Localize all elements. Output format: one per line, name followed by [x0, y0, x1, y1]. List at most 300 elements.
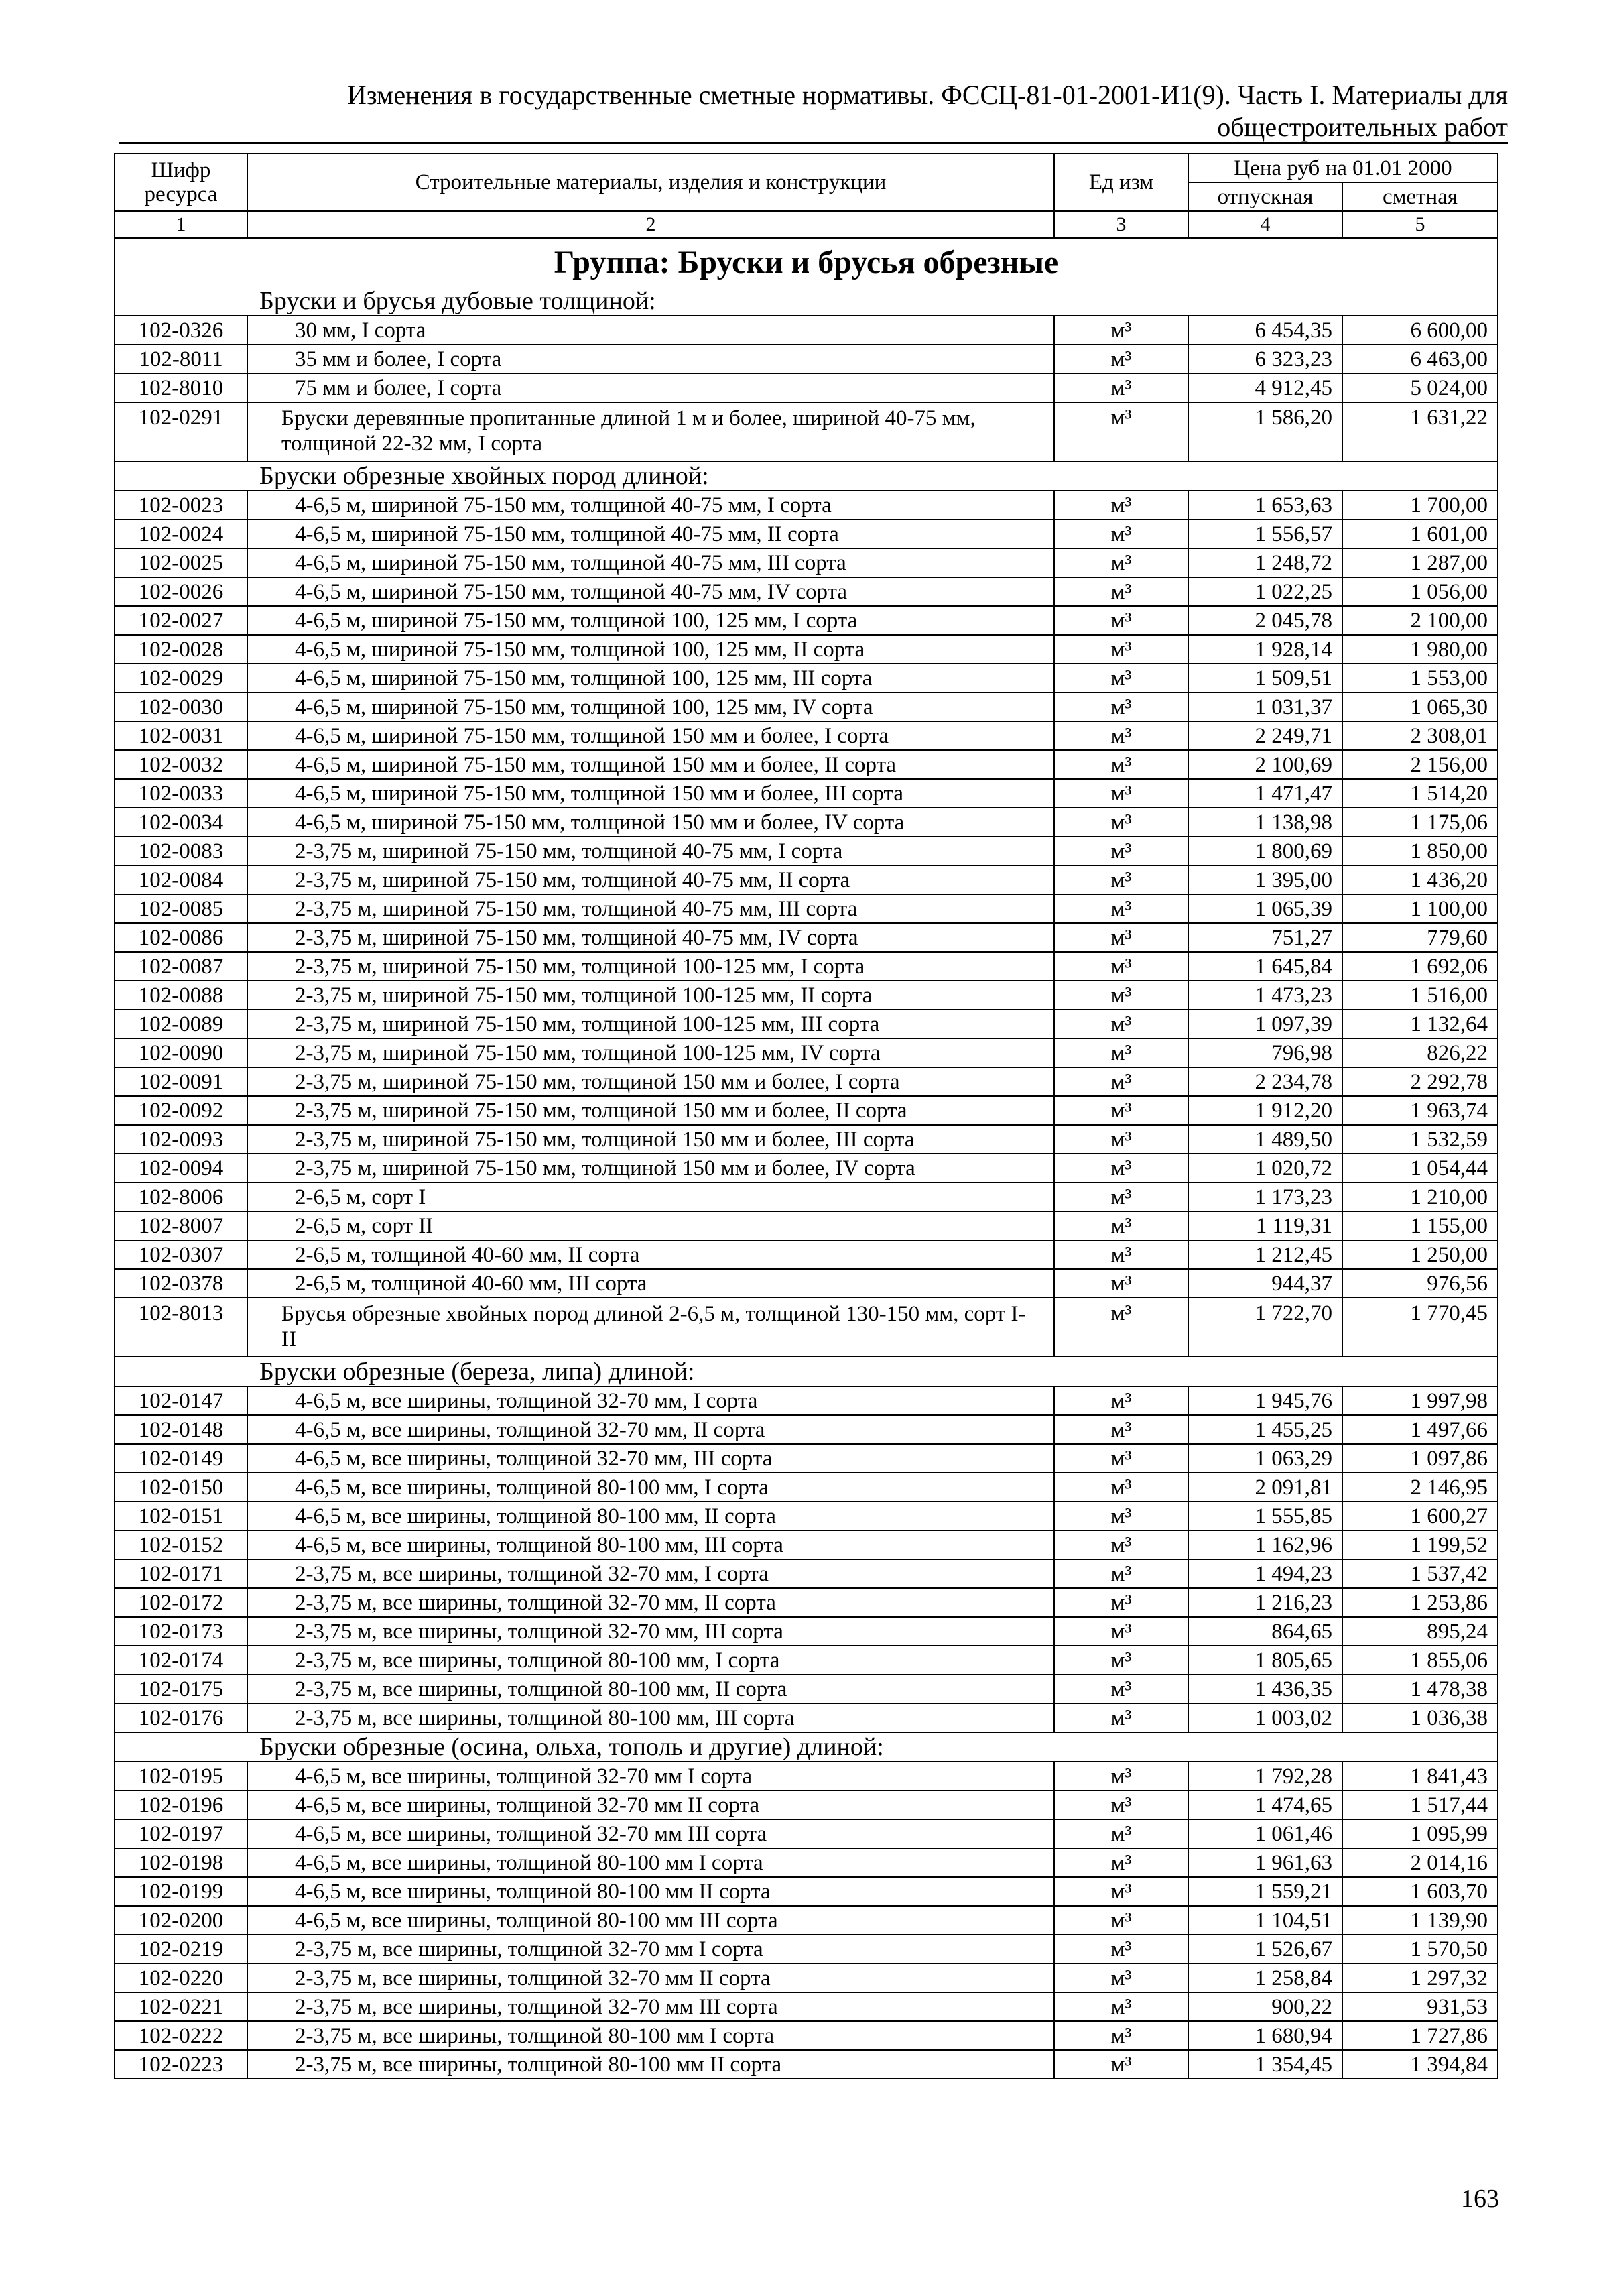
table-row	[115, 577, 1498, 606]
resource-code: 102-0198	[115, 1848, 247, 1877]
release-price: 1 912,20	[1188, 1096, 1342, 1125]
table-row	[115, 981, 1498, 1010]
table-row	[115, 1415, 1498, 1444]
resource-code: 102-0222	[115, 2021, 247, 2050]
estimate-price: 1 054,44	[1342, 1154, 1498, 1183]
header-rule	[119, 142, 1508, 144]
estimate-price: 826,22	[1342, 1038, 1498, 1067]
release-price: 1 395,00	[1188, 865, 1342, 894]
material-name: 2-3,75 м, все ширины, толщиной 80-100 мм, III сорта	[247, 1703, 1054, 1732]
table-row	[115, 692, 1498, 721]
material-name: 2-3,75 м, шириной 75-150 мм, толщиной 100-125 мм, II сорта	[247, 981, 1054, 1010]
release-price: 944,37	[1188, 1269, 1342, 1298]
release-price: 1 800,69	[1188, 837, 1342, 865]
release-price: 1 212,45	[1188, 1240, 1342, 1269]
release-price: 1 248,72	[1188, 548, 1342, 577]
header-release-price: отпускная	[1188, 182, 1342, 211]
release-price: 1 258,84	[1188, 1963, 1342, 1992]
resource-code: 102-0195	[115, 1762, 247, 1791]
material-name: 4-6,5 м, все ширины, толщиной 32-70 мм, III сорта	[247, 1444, 1054, 1473]
unit: м³	[1054, 1848, 1188, 1877]
resource-code: 102-0223	[115, 2050, 247, 2079]
estimate-price: 1 095,99	[1342, 1819, 1498, 1848]
resource-code: 102-0200	[115, 1906, 247, 1935]
material-name: 2-3,75 м, шириной 75-150 мм, толщиной 40-75 мм, III сорта	[247, 894, 1054, 923]
estimate-price: 1 692,06	[1342, 952, 1498, 981]
material-name: 4-6,5 м, шириной 75-150 мм, толщиной 100, 125 мм, III сорта	[247, 664, 1054, 692]
unit: м³	[1054, 1963, 1188, 1992]
section-title-row	[115, 461, 1498, 491]
unit: м³	[1054, 1154, 1188, 1183]
unit: м³	[1054, 1386, 1188, 1415]
release-price: 2 100,69	[1188, 750, 1342, 779]
material-name: 4-6,5 м, шириной 75-150 мм, толщиной 40-75 мм, II сорта	[247, 520, 1054, 548]
estimate-price: 1 097,86	[1342, 1444, 1498, 1473]
table-row	[115, 837, 1498, 865]
resource-code: 102-0034	[115, 808, 247, 837]
table-row	[115, 894, 1498, 923]
column-number: 5	[1342, 211, 1498, 238]
release-price: 1 119,31	[1188, 1211, 1342, 1240]
release-price: 900,22	[1188, 1992, 1342, 2021]
material-name: 2-6,5 м, толщиной 40-60 мм, III сорта	[247, 1269, 1054, 1298]
estimate-price: 1 155,00	[1342, 1211, 1498, 1240]
material-name: 2-3,75 м, все ширины, толщиной 32-70 мм, III сорта	[247, 1617, 1054, 1646]
material-name: 2-3,75 м, все ширины, толщиной 80-100 мм I сорта	[247, 2021, 1054, 2050]
estimate-price: 976,56	[1342, 1269, 1498, 1298]
release-price: 1 556,57	[1188, 520, 1342, 548]
page-number: 163	[1461, 2185, 1499, 2213]
estimate-price: 1 100,00	[1342, 894, 1498, 923]
release-price: 1 003,02	[1188, 1703, 1342, 1732]
table-row	[115, 1240, 1498, 1269]
section-title-row	[115, 1732, 1498, 1762]
release-price: 2 045,78	[1188, 606, 1342, 635]
estimate-price: 1 199,52	[1342, 1530, 1498, 1559]
header-code: Шифр ресурса	[115, 154, 247, 211]
release-price: 1 354,45	[1188, 2050, 1342, 2079]
unit: м³	[1054, 952, 1188, 981]
resource-code: 102-0326	[115, 316, 247, 345]
estimate-price: 1 497,66	[1342, 1415, 1498, 1444]
estimate-price: 1 700,00	[1342, 491, 1498, 520]
unit: м³	[1054, 1473, 1188, 1502]
resource-code: 102-0085	[115, 894, 247, 923]
material-name: 2-3,75 м, шириной 75-150 мм, толщиной 150 мм и более, IV сорта	[247, 1154, 1054, 1183]
section-title: Бруски обрезные (осина, ольха, тополь и другие) длиной:	[115, 1732, 1498, 1762]
estimate-price: 1 600,27	[1342, 1502, 1498, 1530]
page-header	[114, 79, 1508, 143]
release-price: 1 436,35	[1188, 1675, 1342, 1703]
page-header-line-1: Изменения в государственные сметные нормативы. ФССЦ-81-01-2001-И1(9). Часть I. Материалы для	[346, 80, 1508, 110]
estimate-price: 6 600,00	[1342, 316, 1498, 345]
table-row	[115, 664, 1498, 692]
material-name: Бруски деревянные пропитанные длиной 1 м и более, шириной 40-75 мм, толщиной 22-32 мм, I сорта	[247, 402, 1054, 461]
resource-code: 102-0093	[115, 1125, 247, 1154]
resource-code: 102-0027	[115, 606, 247, 635]
section-title-row	[115, 1357, 1498, 1386]
release-price: 6 323,23	[1188, 345, 1342, 373]
unit: м³	[1054, 1819, 1188, 1848]
table-row	[115, 1992, 1498, 2021]
table-row	[115, 1473, 1498, 1502]
unit: м³	[1054, 1444, 1188, 1473]
material-name: 4-6,5 м, все ширины, толщиной 80-100 мм I сорта	[247, 1848, 1054, 1877]
table-row	[115, 1386, 1498, 1415]
unit: м³	[1054, 345, 1188, 373]
material-name: 2-3,75 м, шириной 75-150 мм, толщиной 40-75 мм, II сорта	[247, 865, 1054, 894]
table-row	[115, 1096, 1498, 1125]
estimate-price: 1 963,74	[1342, 1096, 1498, 1125]
release-price: 1 020,72	[1188, 1154, 1342, 1183]
material-name: 4-6,5 м, шириной 75-150 мм, толщиной 150 мм и более, II сорта	[247, 750, 1054, 779]
unit: м³	[1054, 577, 1188, 606]
unit: м³	[1054, 2050, 1188, 2079]
estimate-price: 5 024,00	[1342, 373, 1498, 402]
material-name: 4-6,5 м, шириной 75-150 мм, толщиной 40-75 мм, I сорта	[247, 491, 1054, 520]
column-number-row	[115, 211, 1498, 238]
material-name: 2-3,75 м, шириной 75-150 мм, толщиной 100-125 мм, III сорта	[247, 1010, 1054, 1038]
estimate-price: 1 516,00	[1342, 981, 1498, 1010]
table-row	[115, 635, 1498, 664]
resource-code: 102-0029	[115, 664, 247, 692]
release-price: 1 586,20	[1188, 402, 1342, 461]
resource-code: 102-0147	[115, 1386, 247, 1415]
unit: м³	[1054, 1269, 1188, 1298]
table-row	[115, 1848, 1498, 1877]
table-row	[115, 865, 1498, 894]
release-price: 1 555,85	[1188, 1502, 1342, 1530]
estimate-price: 1 553,00	[1342, 664, 1498, 692]
resource-code: 102-0150	[115, 1473, 247, 1502]
estimate-price: 1 532,59	[1342, 1125, 1498, 1154]
estimate-price: 1 253,86	[1342, 1588, 1498, 1617]
estimate-price: 1 132,64	[1342, 1010, 1498, 1038]
table-row	[115, 1298, 1498, 1357]
table-row	[115, 606, 1498, 635]
resource-code: 102-0088	[115, 981, 247, 1010]
unit: м³	[1054, 1211, 1188, 1240]
resource-code: 102-0086	[115, 923, 247, 952]
table-row	[115, 1935, 1498, 1963]
release-price: 1 489,50	[1188, 1125, 1342, 1154]
estimate-price: 1 601,00	[1342, 520, 1498, 548]
column-number: 2	[247, 211, 1054, 238]
unit: м³	[1054, 1992, 1188, 2021]
unit: м³	[1054, 1791, 1188, 1819]
release-price: 1 805,65	[1188, 1646, 1342, 1675]
resource-code: 102-0176	[115, 1703, 247, 1732]
unit: м³	[1054, 1675, 1188, 1703]
estimate-price: 1 980,00	[1342, 635, 1498, 664]
table-row	[115, 520, 1498, 548]
table-row	[115, 808, 1498, 837]
resource-code: 102-0197	[115, 1819, 247, 1848]
release-price: 1 509,51	[1188, 664, 1342, 692]
estimate-price: 1 478,38	[1342, 1675, 1498, 1703]
resource-code: 102-0084	[115, 865, 247, 894]
table-row	[115, 1444, 1498, 1473]
group-title: Группа: Бруски и брусья обрезные	[115, 238, 1498, 287]
resource-code: 102-0089	[115, 1010, 247, 1038]
material-name: 4-6,5 м, все ширины, толщиной 80-100 мм III сорта	[247, 1906, 1054, 1935]
table-row	[115, 1067, 1498, 1096]
material-name: 2-3,75 м, все ширины, толщиной 32-70 мм III сорта	[247, 1992, 1054, 2021]
resource-code: 102-8011	[115, 345, 247, 373]
material-name: 2-3,75 м, шириной 75-150 мм, толщиной 150 мм и более, III сорта	[247, 1125, 1054, 1154]
resource-price-table	[114, 153, 1498, 2079]
unit: м³	[1054, 1298, 1188, 1357]
release-price: 1 097,39	[1188, 1010, 1342, 1038]
release-price: 1 471,47	[1188, 779, 1342, 808]
estimate-price: 1 570,50	[1342, 1935, 1498, 1963]
estimate-price: 2 014,16	[1342, 1848, 1498, 1877]
material-name: 35 мм и более, I сорта	[247, 345, 1054, 373]
release-price: 1 474,65	[1188, 1791, 1342, 1819]
unit: м³	[1054, 635, 1188, 664]
material-name: 4-6,5 м, шириной 75-150 мм, толщиной 150 мм и более, IV сорта	[247, 808, 1054, 837]
unit: м³	[1054, 981, 1188, 1010]
resource-code: 102-0173	[115, 1617, 247, 1646]
material-name: 4-6,5 м, шириной 75-150 мм, толщиной 40-75 мм, III сорта	[247, 548, 1054, 577]
release-price: 1 173,23	[1188, 1183, 1342, 1211]
material-name: 2-3,75 м, шириной 75-150 мм, толщиной 100-125 мм, I сорта	[247, 952, 1054, 981]
release-price: 1 645,84	[1188, 952, 1342, 981]
resource-code: 102-0033	[115, 779, 247, 808]
estimate-price: 1 603,70	[1342, 1877, 1498, 1906]
estimate-price: 2 308,01	[1342, 721, 1498, 750]
material-name: 4-6,5 м, шириной 75-150 мм, толщиной 150 мм и более, III сорта	[247, 779, 1054, 808]
table-row	[115, 721, 1498, 750]
unit: м³	[1054, 837, 1188, 865]
resource-code: 102-0028	[115, 635, 247, 664]
unit: м³	[1054, 1502, 1188, 1530]
material-name: 4-6,5 м, шириной 75-150 мм, толщиной 100, 125 мм, I сорта	[247, 606, 1054, 635]
unit: м³	[1054, 1067, 1188, 1096]
table-row	[115, 1963, 1498, 1992]
table-row	[115, 952, 1498, 981]
estimate-price: 1 250,00	[1342, 1240, 1498, 1269]
release-price: 1 216,23	[1188, 1588, 1342, 1617]
table-row	[115, 345, 1498, 373]
unit: м³	[1054, 491, 1188, 520]
table-row	[115, 1125, 1498, 1154]
estimate-price: 1 139,90	[1342, 1906, 1498, 1935]
table-row	[115, 1877, 1498, 1906]
resource-code: 102-0291	[115, 402, 247, 461]
table-row	[115, 1819, 1498, 1848]
material-name: 4-6,5 м, все ширины, толщиной 32-70 мм, I сорта	[247, 1386, 1054, 1415]
resource-code: 102-0149	[115, 1444, 247, 1473]
material-name: 4-6,5 м, все ширины, толщиной 80-100 мм, I сорта	[247, 1473, 1054, 1502]
release-price: 2 091,81	[1188, 1473, 1342, 1502]
estimate-price: 1 210,00	[1342, 1183, 1498, 1211]
unit: м³	[1054, 316, 1188, 345]
section-title: Бруски и брусья дубовые толщиной:	[115, 287, 1498, 316]
resource-code: 102-0152	[115, 1530, 247, 1559]
resource-code: 102-0090	[115, 1038, 247, 1067]
group-title-row	[115, 238, 1498, 287]
unit: м³	[1054, 1646, 1188, 1675]
resource-code: 102-0174	[115, 1646, 247, 1675]
material-name: 4-6,5 м, все ширины, толщиной 32-70 мм III сорта	[247, 1819, 1054, 1848]
unit: м³	[1054, 779, 1188, 808]
estimate-price: 1 517,44	[1342, 1791, 1498, 1819]
table-row	[115, 1502, 1498, 1530]
estimate-price: 931,53	[1342, 1992, 1498, 2021]
release-price: 1 722,70	[1188, 1298, 1342, 1357]
unit: м³	[1054, 606, 1188, 635]
material-name: 2-6,5 м, сорт I	[247, 1183, 1054, 1211]
resource-code: 102-0221	[115, 1992, 247, 2021]
unit: м³	[1054, 1415, 1188, 1444]
resource-code: 102-0023	[115, 491, 247, 520]
resource-code: 102-0196	[115, 1791, 247, 1819]
page-header-line-2: общестроительных работ	[1217, 112, 1508, 142]
material-name: 30 мм, I сорта	[247, 316, 1054, 345]
release-price: 1 653,63	[1188, 491, 1342, 520]
unit: м³	[1054, 1240, 1188, 1269]
section-title: Бруски обрезные хвойных пород длиной:	[115, 461, 1498, 491]
material-name: 2-3,75 м, все ширины, толщиной 80-100 мм, I сорта	[247, 1646, 1054, 1675]
material-name: 75 мм и более, I сорта	[247, 373, 1054, 402]
table-row	[115, 1183, 1498, 1211]
unit: м³	[1054, 923, 1188, 952]
table-row	[115, 923, 1498, 952]
release-price: 1 792,28	[1188, 1762, 1342, 1791]
section-title-row	[115, 287, 1498, 316]
release-price: 1 680,94	[1188, 2021, 1342, 2050]
release-price: 1 526,67	[1188, 1935, 1342, 1963]
estimate-price: 1 770,45	[1342, 1298, 1498, 1357]
section-title: Бруски обрезные (береза, липа) длиной:	[115, 1357, 1498, 1386]
resource-code: 102-0030	[115, 692, 247, 721]
material-name: 4-6,5 м, шириной 75-150 мм, толщиной 150 мм и более, I сорта	[247, 721, 1054, 750]
resource-code: 102-0087	[115, 952, 247, 981]
unit: м³	[1054, 1935, 1188, 1963]
material-name: 2-3,75 м, шириной 75-150 мм, толщиной 150 мм и более, II сорта	[247, 1096, 1054, 1125]
table-row	[115, 1530, 1498, 1559]
column-number: 3	[1054, 211, 1188, 238]
material-name: 4-6,5 м, все ширины, толщиной 80-100 мм II сорта	[247, 1877, 1054, 1906]
estimate-price: 2 146,95	[1342, 1473, 1498, 1502]
estimate-price: 1 287,00	[1342, 548, 1498, 577]
release-price: 1 961,63	[1188, 1848, 1342, 1877]
estimate-price: 1 436,20	[1342, 865, 1498, 894]
unit: м³	[1054, 520, 1188, 548]
release-price: 1 138,98	[1188, 808, 1342, 837]
unit: м³	[1054, 721, 1188, 750]
unit: м³	[1054, 692, 1188, 721]
material-name: 4-6,5 м, все ширины, толщиной 80-100 мм, III сорта	[247, 1530, 1054, 1559]
unit: м³	[1054, 808, 1188, 837]
unit: м³	[1054, 1877, 1188, 1906]
release-price: 1 928,14	[1188, 635, 1342, 664]
estimate-price: 1 997,98	[1342, 1386, 1498, 1415]
table-row	[115, 1211, 1498, 1240]
material-name: 2-6,5 м, сорт II	[247, 1211, 1054, 1240]
unit: м³	[1054, 1125, 1188, 1154]
release-price: 4 912,45	[1188, 373, 1342, 402]
table-header-row	[115, 154, 1498, 182]
material-name: 4-6,5 м, все ширины, толщиной 32-70 мм I сорта	[247, 1762, 1054, 1791]
unit: м³	[1054, 1906, 1188, 1935]
release-price: 864,65	[1188, 1617, 1342, 1646]
unit: м³	[1054, 402, 1188, 461]
estimate-price: 1 631,22	[1342, 402, 1498, 461]
release-price: 1 063,29	[1188, 1444, 1342, 1473]
table-row	[115, 2021, 1498, 2050]
release-price: 1 061,46	[1188, 1819, 1342, 1848]
material-name: 4-6,5 м, все ширины, толщиной 32-70 мм, II сорта	[247, 1415, 1054, 1444]
unit: м³	[1054, 373, 1188, 402]
material-name: 2-3,75 м, все ширины, толщиной 32-70 мм II сорта	[247, 1963, 1054, 1992]
unit: м³	[1054, 1038, 1188, 1067]
material-name: 2-3,75 м, все ширины, толщиной 32-70 мм I сорта	[247, 1935, 1054, 1963]
table-row	[115, 1762, 1498, 1791]
unit: м³	[1054, 1588, 1188, 1617]
resource-code: 102-0091	[115, 1067, 247, 1096]
material-name: 4-6,5 м, шириной 75-150 мм, толщиной 100, 125 мм, II сорта	[247, 635, 1054, 664]
estimate-price: 1 175,06	[1342, 808, 1498, 837]
column-number: 1	[115, 211, 247, 238]
estimate-price: 1 394,84	[1342, 2050, 1498, 2079]
material-name: 2-6,5 м, толщиной 40-60 мм, II сорта	[247, 1240, 1054, 1269]
table-row	[115, 1010, 1498, 1038]
table-row	[115, 1269, 1498, 1298]
release-price: 1 494,23	[1188, 1559, 1342, 1588]
header-price: Цена руб на 01.01 2000	[1188, 154, 1498, 182]
estimate-price: 2 292,78	[1342, 1067, 1498, 1096]
table-row	[115, 491, 1498, 520]
column-number: 4	[1188, 211, 1342, 238]
table-row	[115, 779, 1498, 808]
resource-code: 102-0171	[115, 1559, 247, 1588]
resource-code: 102-0032	[115, 750, 247, 779]
unit: м³	[1054, 894, 1188, 923]
release-price: 1 945,76	[1188, 1386, 1342, 1415]
estimate-price: 2 100,00	[1342, 606, 1498, 635]
table-row	[115, 1791, 1498, 1819]
table-row	[115, 1646, 1498, 1675]
estimate-price: 1 537,42	[1342, 1559, 1498, 1588]
release-price: 1 031,37	[1188, 692, 1342, 721]
resource-code: 102-8013	[115, 1298, 247, 1357]
release-price: 1 104,51	[1188, 1906, 1342, 1935]
material-name: 2-3,75 м, шириной 75-150 мм, толщиной 150 мм и более, I сорта	[247, 1067, 1054, 1096]
estimate-price: 2 156,00	[1342, 750, 1498, 779]
table-row	[115, 548, 1498, 577]
unit: м³	[1054, 865, 1188, 894]
table-row	[115, 1703, 1498, 1732]
estimate-price: 1 855,06	[1342, 1646, 1498, 1675]
resource-code: 102-0307	[115, 1240, 247, 1269]
table-row	[115, 1906, 1498, 1935]
table-row	[115, 402, 1498, 461]
table-row	[115, 316, 1498, 345]
unit: м³	[1054, 2021, 1188, 2050]
table-row	[115, 1154, 1498, 1183]
table-row	[115, 373, 1498, 402]
estimate-price: 895,24	[1342, 1617, 1498, 1646]
release-price: 751,27	[1188, 923, 1342, 952]
material-name: 4-6,5 м, шириной 75-150 мм, толщиной 40-75 мм, IV сорта	[247, 577, 1054, 606]
release-price: 1 473,23	[1188, 981, 1342, 1010]
resource-code: 102-0031	[115, 721, 247, 750]
resource-code: 102-0378	[115, 1269, 247, 1298]
table-row	[115, 1559, 1498, 1588]
unit: м³	[1054, 1617, 1188, 1646]
